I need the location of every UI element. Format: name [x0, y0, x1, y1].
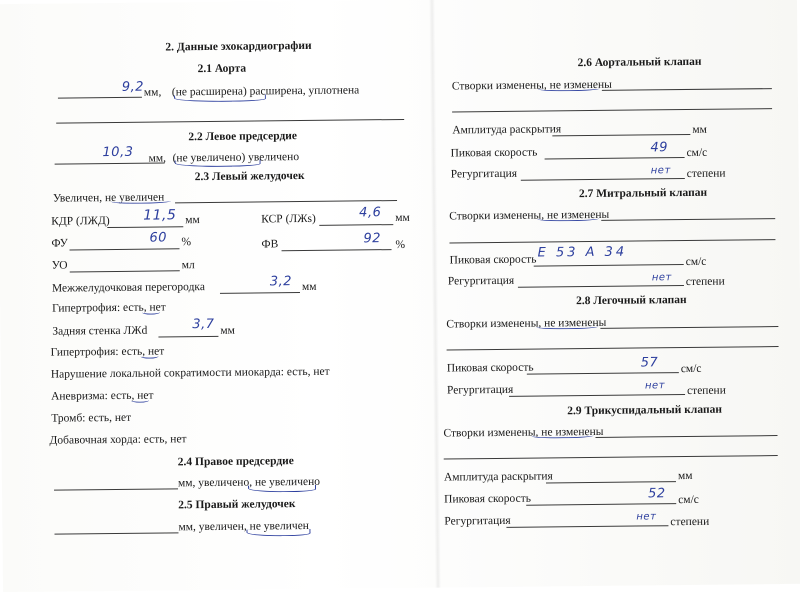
additional-chord: Добавочная хорда: есть, нет — [49, 433, 187, 447]
posterior-wall-value: 3,7 — [192, 316, 215, 333]
posterior-wall-line — [158, 336, 218, 338]
left-atrium-unit: мм, — [148, 152, 167, 165]
mitral-peak-unit: см/с — [685, 255, 707, 269]
tricuspid-amplitude-label: Амплитуда раскрытия — [443, 470, 553, 484]
tricuspid-peak-line — [526, 503, 676, 506]
fv-unit: % — [395, 238, 406, 252]
aorta-value-line — [58, 97, 142, 99]
pulmonary-peak-line — [527, 372, 679, 375]
septum-line — [220, 292, 300, 294]
ksr-line — [319, 224, 393, 226]
tricuspid-notes-line — [444, 455, 778, 459]
right-atrium-mark — [248, 485, 316, 493]
fu-label: ФУ — [51, 237, 68, 250]
tricuspid-regurgitation-value: нет — [636, 511, 657, 523]
right-ventricle-mark — [246, 529, 310, 537]
kdr-line — [107, 226, 183, 228]
aorta-options: (не расширена) расширена, уплотнена — [171, 84, 360, 99]
fv-label: ФВ — [261, 238, 279, 251]
right-atrium-line — [54, 488, 178, 490]
mitral-regurgitation-line — [518, 285, 684, 288]
mitral-leaflets-line — [601, 218, 775, 221]
tricuspid-peak-label: Пиковая скорость — [444, 492, 531, 506]
pulmonary-regurgitation-line — [509, 394, 685, 397]
ksr-unit: мм — [395, 211, 410, 225]
kdr-label: КДР (ЛЖД) — [51, 215, 110, 228]
pulmonary-peak-value: 57 — [640, 355, 659, 371]
septum-value: 3,2 — [269, 274, 293, 290]
aortic-amplitude-unit: мм — [692, 123, 707, 136]
wall-hypertrophy: Гипертрофия: есть, нет — [50, 345, 165, 359]
right-ventricle-line — [54, 532, 178, 534]
fu-value: 60 — [149, 230, 168, 246]
mitral-regurgitation-label: Регургитация — [447, 274, 515, 288]
mitral-regurgitation-value: нет — [651, 272, 672, 284]
aortic-peak-value: 49 — [650, 140, 669, 156]
aorta-value: 9,2 — [121, 79, 145, 95]
mitral-regurgitation-unit: степени — [685, 275, 725, 289]
form-title: 2. Данные эхокардиографии — [165, 39, 312, 54]
aortic-amplitude-label: Амплитуда раскрытия — [452, 123, 562, 137]
aortic-peak-line — [545, 157, 685, 159]
pulmonary-valve-heading: 2.8 Легочный клапан — [576, 293, 687, 308]
aortic-regurgitation-unit: степени — [686, 167, 726, 180]
thrombus: Тромб: есть, нет — [51, 411, 132, 425]
tricuspid-amplitude-unit: мм — [677, 469, 693, 483]
pulmonary-leaflets-line — [600, 326, 778, 329]
tricuspid-regurgitation-unit: степени — [670, 515, 710, 529]
septum-hypertrophy: Гипертрофия: есть, нет — [52, 301, 166, 315]
mitral-notes-line — [449, 239, 775, 243]
aortic-leaflets-line — [602, 88, 772, 91]
right-atrium-heading: 2.4 Правое предсердие — [177, 455, 294, 469]
aortic-amplitude-line — [552, 134, 690, 136]
tricuspid-leaflets: Створки изменены, не изменены — [443, 425, 604, 440]
left-atrium-options: (не увеличено) увеличено — [172, 151, 300, 165]
mitral-peak-value: Е 53 А 34 — [537, 244, 628, 261]
aorta-unit: мм, — [143, 86, 162, 99]
pulmonary-peak-label: Пиковая скорость — [446, 361, 534, 375]
fu-line — [70, 248, 180, 250]
mitral-peak-label: Пиковая скорость — [449, 253, 537, 267]
ksr-value: 4,6 — [359, 205, 382, 221]
aorta-notes-line — [56, 119, 404, 124]
aneurysm: Аневризма: есть, нет — [50, 389, 154, 403]
aortic-regurgitation-label: Регургитация — [450, 167, 518, 181]
posterior-wall-unit: мм — [220, 324, 236, 337]
mitral-leaflets: Створки изменены, не изменены — [449, 208, 610, 223]
tricuspid-regurgitation-line — [506, 525, 668, 528]
contractility: Нарушение локальной сократимости миокарда: есть, нет — [50, 365, 330, 381]
left-atrium-selection-mark — [175, 159, 261, 167]
aortic-leaflets: Створки изменены, не изменены — [451, 78, 612, 93]
lv-enlarged-options: Увеличен, не увеличен — [52, 191, 165, 205]
right-atrium-options: мм, увеличено, не увеличено — [177, 475, 321, 490]
septum-unit: мм — [301, 280, 317, 294]
tricuspid-peak-unit: см/с — [678, 493, 699, 507]
pulmonary-regurgitation-value: нет — [644, 380, 666, 392]
left-ventricle-heading: 2.3 Левый желудочек — [194, 169, 305, 184]
kdr-value: 11,5 — [143, 207, 177, 224]
uo-line — [70, 270, 180, 272]
tricuspid-peak-value: 52 — [648, 486, 666, 502]
aortic-peak-label: Пиковая скорость — [450, 146, 538, 160]
aortic-notes-line — [452, 108, 772, 112]
aortic-regurgitation-value: нет — [650, 165, 671, 177]
tricuspid-leaflets-line — [596, 435, 778, 438]
left-atrium-heading: 2.2 Левое предсердие — [188, 130, 298, 144]
aortic-regurgitation-line — [521, 178, 685, 181]
right-ventricle-options: мм, увеличен, не увеличен — [178, 519, 309, 534]
mitral-valve-heading: 2.7 Митральный клапан — [578, 186, 708, 201]
tricuspid-regurgitation-label: Регургитация — [444, 514, 511, 528]
pulmonary-regurgitation-label: Регургитация — [446, 383, 514, 397]
aortic-valve-heading: 2.6 Аортальный клапан — [577, 55, 702, 70]
uo-unit: мл — [181, 259, 195, 272]
page-fold — [429, 0, 441, 588]
tricuspid-amplitude-line — [546, 481, 676, 483]
left-atrium-value: 10,3 — [102, 144, 134, 161]
ksr-label: КСР (ЛЖs) — [261, 212, 316, 226]
pulmonary-peak-unit: см/с — [680, 362, 702, 376]
kdr-unit: мм — [185, 214, 200, 227]
pulmonary-notes-line — [447, 346, 779, 350]
fv-value: 92 — [363, 231, 382, 247]
pulmonary-regurgitation-unit: степени — [686, 384, 726, 397]
fu-unit: % — [181, 236, 192, 249]
aortic-peak-unit: см/с — [686, 146, 708, 159]
mitral-peak-line — [534, 264, 684, 267]
lv-notes-line — [175, 200, 397, 203]
right-ventricle-heading: 2.5 Правый желудочек — [178, 498, 296, 512]
tricuspid-valve-heading: 2.9 Трикуспидальный клапан — [567, 403, 723, 418]
pulmonary-leaflets: Створки изменены, не изменены — [446, 316, 607, 331]
aorta-selection-mark — [174, 94, 266, 102]
aorta-heading: 2.1 Аорта — [197, 62, 247, 76]
fv-line — [282, 249, 392, 251]
uo-label: УО — [51, 259, 68, 272]
septum-label: Межжелудочковая перегородка — [51, 281, 205, 295]
posterior-wall-label: Задняя стенка ЛЖd — [52, 324, 148, 338]
